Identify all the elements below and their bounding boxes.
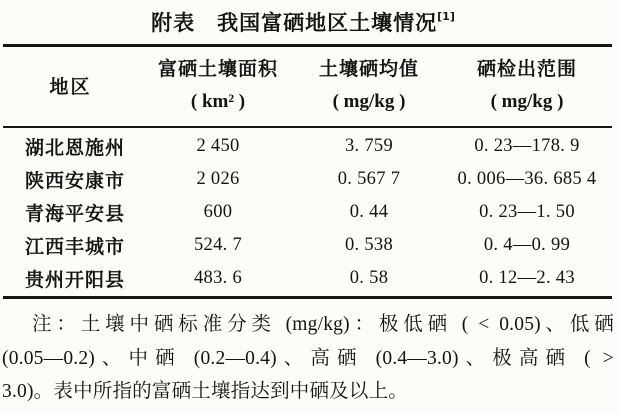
area-cell: 483. 6: [193, 268, 243, 288]
mean-cell: 0. 538: [344, 235, 394, 255]
table-body: [3, 130, 614, 295]
region-cell: 江西丰城市: [25, 236, 126, 258]
table-row: [3, 196, 614, 229]
header-separator-rule: [3, 126, 612, 128]
mean-cell: 0. 44: [349, 202, 389, 222]
area-cell: 600: [203, 202, 233, 222]
footnote-line-3: 3.0)。表中所指的富硒土壤指达到中硒及以上。: [2, 381, 408, 402]
table-caption: [0, 6, 606, 36]
table-row: [3, 262, 614, 295]
table-row: [3, 130, 614, 163]
citation-superscript: [1]: [437, 10, 455, 23]
area-cell: 2 026: [196, 169, 240, 189]
table-caption-text: 附表 我国富硒地区土壤情况: [151, 11, 438, 35]
table-top-rule: [3, 44, 612, 47]
column-header-region-label: 地区: [49, 76, 92, 98]
area-cell: 524. 7: [193, 235, 243, 255]
table-header-row: [3, 50, 614, 124]
column-header-area-unit: ( km² ): [190, 91, 246, 112]
column-header-mean: [298, 50, 440, 124]
region-cell: 贵州开阳县: [25, 269, 126, 291]
table-row: [3, 229, 614, 262]
column-header-mean-unit: ( mg/kg ): [332, 91, 406, 112]
region-cell: 青海平安县: [25, 203, 126, 225]
table-row: [3, 163, 614, 196]
area-cell: 2 450: [196, 136, 240, 156]
mean-cell: 3. 759: [344, 136, 394, 156]
mean-cell: 0. 58: [349, 268, 389, 288]
mean-cell: 0. 567 7: [337, 169, 401, 189]
footnote-line-1: 注：土壤中硒标准分类 (mg/kg)：极低硒 ( < 0.05)、低硒: [32, 314, 614, 335]
footnote-line-2: (0.05—0.2)、中硒 (0.2—0.4)、高硒 (0.4—3.0)、极高硒 ( >: [2, 347, 614, 369]
column-header-mean-label: 土壤硒均值: [318, 58, 419, 80]
range-cell: 0. 23—178. 9: [474, 136, 580, 156]
column-header-region: [3, 50, 138, 124]
region-cell: 湖北恩施州: [25, 137, 126, 159]
region-cell: 陕西安康市: [25, 170, 126, 192]
column-header-range-label: 硒检出范围: [476, 58, 577, 80]
range-cell: 0. 23—1. 50: [479, 202, 575, 222]
column-header-area: [138, 50, 298, 124]
table-bottom-rule: [3, 296, 612, 299]
range-cell: 0. 006—36. 685 4: [457, 169, 597, 189]
column-header-range: [440, 50, 614, 124]
range-cell: 0. 12—2. 43: [479, 268, 575, 288]
range-cell: 0. 4—0. 99: [483, 235, 571, 255]
column-header-range-unit: ( mg/kg ): [490, 91, 564, 112]
footnote: [2, 308, 614, 409]
column-header-area-label: 富硒土壤面积: [157, 58, 278, 80]
